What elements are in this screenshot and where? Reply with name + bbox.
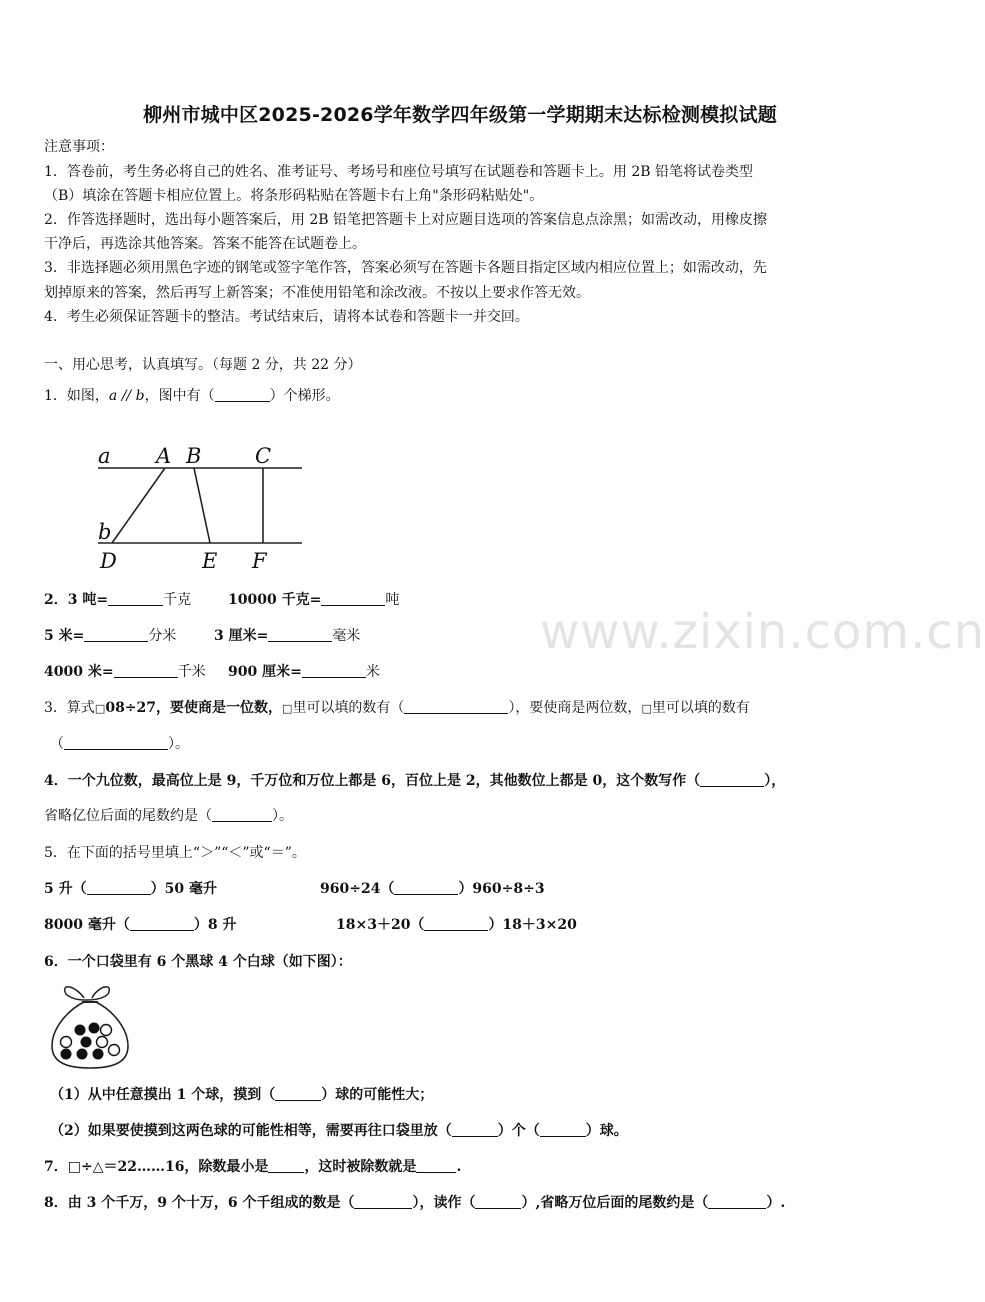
q8-text: 8．由 3 个千万，9 个十万，6 个千组成的数是（	[44, 1195, 355, 1211]
q5-left: 8000 毫升（	[44, 917, 130, 933]
q3-text: 3．算式	[44, 700, 95, 716]
q3-text: 08÷27，要使商是一位数，	[105, 700, 283, 716]
section-heading: 一、用心思考，认真填写。（每题 2 分，共 22 分）	[44, 357, 362, 373]
q8-text: ），读作（	[412, 1195, 476, 1211]
q6-text: （2）如果要使摸到这两色球的可能性相等，需要再往口袋里放（	[50, 1123, 452, 1139]
notice-line: 干净后，再选涂其他答案。答案不能答在试题卷上。	[44, 236, 366, 252]
q2-item-post: 分米	[148, 628, 177, 644]
answer-blank[interactable]	[321, 591, 385, 606]
q2-item-post: 千克	[163, 592, 192, 608]
q4-text: ）。	[272, 808, 293, 824]
answer-blank[interactable]	[475, 1194, 521, 1209]
q3-text: ）。	[168, 736, 189, 752]
ball-bag-illustration	[46, 980, 134, 1072]
answer-blank[interactable]	[268, 1158, 304, 1173]
q1-text-after: ）个梯形。	[269, 388, 340, 404]
q3-text: （	[50, 736, 64, 752]
q5-right: ）50 毫升	[150, 881, 217, 897]
label-a: a	[98, 444, 111, 468]
question-2-row-1b	[228, 590, 399, 610]
question-3-line-1	[44, 698, 750, 719]
q8-text: ）.	[766, 1195, 786, 1211]
black-ball	[89, 1023, 100, 1034]
notice-line: 4．考生必须保证答题卡的整洁。考试结束后，请将本试卷和答题卡一并交回。	[44, 309, 529, 325]
label-b: b	[98, 520, 112, 544]
q5-right: ）8 升	[193, 917, 237, 933]
q5-right: ）18＋3×20	[488, 917, 577, 933]
q6-text: ）个（	[497, 1123, 540, 1139]
blank-square: □	[641, 702, 652, 715]
answer-blank[interactable]	[130, 916, 194, 931]
answer-blank[interactable]	[708, 1194, 766, 1209]
answer-blank[interactable]	[87, 880, 151, 895]
question-2-row-2	[44, 626, 176, 646]
question-5: 5．在下面的括号里填上“＞”“＜”或“＝”。	[44, 845, 306, 861]
q8-text: ）,省略万位后面的尾数约是（	[521, 1195, 709, 1211]
q5-right: ）960÷8÷3	[458, 881, 545, 897]
q3-text: ），要使商是两位数，	[508, 700, 642, 716]
bag-tie	[65, 987, 110, 1000]
black-ball	[75, 1025, 86, 1036]
question-2-row-1	[44, 590, 191, 610]
notice-line: 3．非选择题必须用黑色字迹的钢笔或签字笔作答，答案必须写在答题卡各题目指定区域内相应位置上；如需改动，先	[44, 260, 767, 276]
q6-text: 6．一个口袋里有 6 个黑球 4 个白球（如下图）：	[44, 954, 352, 970]
q5-left: 5 升（	[44, 881, 87, 897]
q1-text-before: 1．如图，	[44, 388, 109, 404]
q5-row-1a	[44, 879, 217, 899]
black-ball	[77, 1049, 88, 1060]
q2-item-post: 吨	[385, 592, 400, 608]
blank-square: □	[94, 702, 106, 715]
q2-item-pre: 4000 米=	[44, 664, 114, 680]
q3-text: 里可以填的数有（	[292, 700, 405, 716]
q6-text: （1）从中任意摸出 1 个球，摸到（	[50, 1087, 276, 1103]
q7-text: .	[456, 1159, 462, 1175]
q4-text: 省略亿位后面的尾数约是（	[44, 808, 212, 824]
q7-text: ，这时被除数就是	[304, 1159, 417, 1175]
white-ball	[101, 1025, 112, 1036]
answer-blank[interactable]	[394, 880, 458, 895]
question-1	[44, 386, 340, 406]
label-A: A	[156, 444, 172, 468]
q2-item-pre: 3 厘米=	[214, 628, 269, 644]
q5-left: 960÷24（	[320, 881, 395, 897]
answer-blank[interactable]	[416, 1158, 456, 1173]
answer-blank[interactable]	[700, 772, 764, 787]
answer-blank[interactable]	[114, 663, 178, 678]
q2-item-post: 千米	[177, 664, 206, 680]
answer-blank[interactable]	[424, 916, 488, 931]
answer-blank[interactable]	[215, 387, 270, 402]
q3-text: 里可以填的数有	[651, 700, 750, 716]
q6-sub-2	[50, 1121, 628, 1141]
question-6	[44, 952, 352, 972]
q6-text: ）球的可能性大；	[321, 1087, 434, 1103]
label-B: B	[186, 444, 202, 468]
q1-text-mid: ，图中有（	[144, 388, 215, 404]
answer-blank[interactable]	[84, 627, 148, 642]
blank-square: □	[282, 702, 293, 715]
label-D: D	[100, 549, 117, 573]
notice-line: 1．答卷前，考生务必将自己的姓名、准考证号、考场号和座位号填写在试题卷和答题卡上。用 2B 铅笔将试卷类型	[44, 164, 753, 180]
notice-line: 划掉原来的答案，然后再写上新答案；不准使用铅笔和涂改液。不按以上要求作答无效。	[44, 285, 590, 301]
answer-blank[interactable]	[452, 1122, 498, 1137]
q6-text: ）球。	[585, 1123, 628, 1139]
q2-item-post: 毫米	[332, 628, 361, 644]
q6-sub-1	[50, 1085, 433, 1105]
white-ball	[109, 1045, 120, 1056]
q5-row-2b	[336, 915, 577, 935]
black-ball	[61, 1049, 72, 1060]
answer-blank[interactable]	[212, 807, 272, 822]
answer-blank[interactable]	[108, 591, 163, 606]
q2-item-pre: 10000 千克=	[228, 592, 322, 608]
notice-line: 2．作答选择题时，选出每小题答案后，用 2B 铅笔把答题卡上对应题目选项的答案信息点涂黑；如需改动，用橡皮擦	[44, 212, 767, 228]
question-4-line-2	[44, 806, 293, 826]
answer-blank[interactable]	[404, 699, 508, 714]
black-ball	[93, 1049, 104, 1060]
q1-relation: a // b	[108, 388, 145, 404]
segment-BE	[194, 468, 210, 543]
q4-text: ），	[764, 773, 786, 789]
q2-prefix: 2．	[44, 592, 68, 608]
label-C: C	[255, 444, 272, 468]
q5-row-2a	[44, 915, 236, 935]
question-7	[44, 1157, 461, 1177]
segment-AD	[112, 468, 165, 543]
page-title: 柳州市城中区2025-2026学年数学四年级第一学期期末达标检测模拟试题	[143, 104, 777, 126]
label-F: F	[252, 549, 267, 573]
notice-heading: 注意事项：	[44, 139, 114, 155]
trapezoid-figure	[90, 438, 310, 576]
question-2-row-2b	[214, 626, 360, 646]
q4-text: 4．一个九位数，最高位上是 9，千万位和万位上都是 6，百位上是 2，其他数位上都是 0，这个数写作（	[44, 773, 701, 789]
white-ball	[97, 1037, 108, 1048]
question-3-line-2	[50, 734, 189, 754]
question-2-row-3	[44, 662, 206, 682]
answer-blank[interactable]	[275, 1086, 321, 1101]
question-4-line-1	[44, 771, 785, 791]
watermark: www.zixin.com.cn	[540, 604, 985, 660]
notice-line: （B）填涂在答题卡相应位置上。将条形码粘贴在答题卡右上角"条形码粘贴处"。	[44, 188, 544, 204]
answer-blank[interactable]	[354, 1194, 412, 1209]
q2-item-pre: 900 厘米=	[228, 664, 302, 680]
q2-item-pre: 3 吨=	[67, 592, 109, 608]
black-ball	[81, 1037, 92, 1048]
white-ball	[61, 1037, 72, 1048]
q2-item-pre: 5 米=	[44, 628, 85, 644]
q2-item-post: 米	[365, 664, 380, 680]
label-E: E	[202, 549, 218, 573]
answer-blank[interactable]	[268, 627, 332, 642]
answer-blank[interactable]	[302, 663, 366, 678]
question-2-row-3b	[228, 662, 380, 682]
q7-text: 7．□÷△＝22……16，除数最小是	[44, 1159, 269, 1175]
q5-left: 18×3＋20（	[336, 917, 425, 933]
answer-blank[interactable]	[64, 735, 168, 750]
q5-row-1b	[320, 879, 545, 899]
answer-blank[interactable]	[540, 1122, 586, 1137]
question-8	[44, 1193, 785, 1213]
